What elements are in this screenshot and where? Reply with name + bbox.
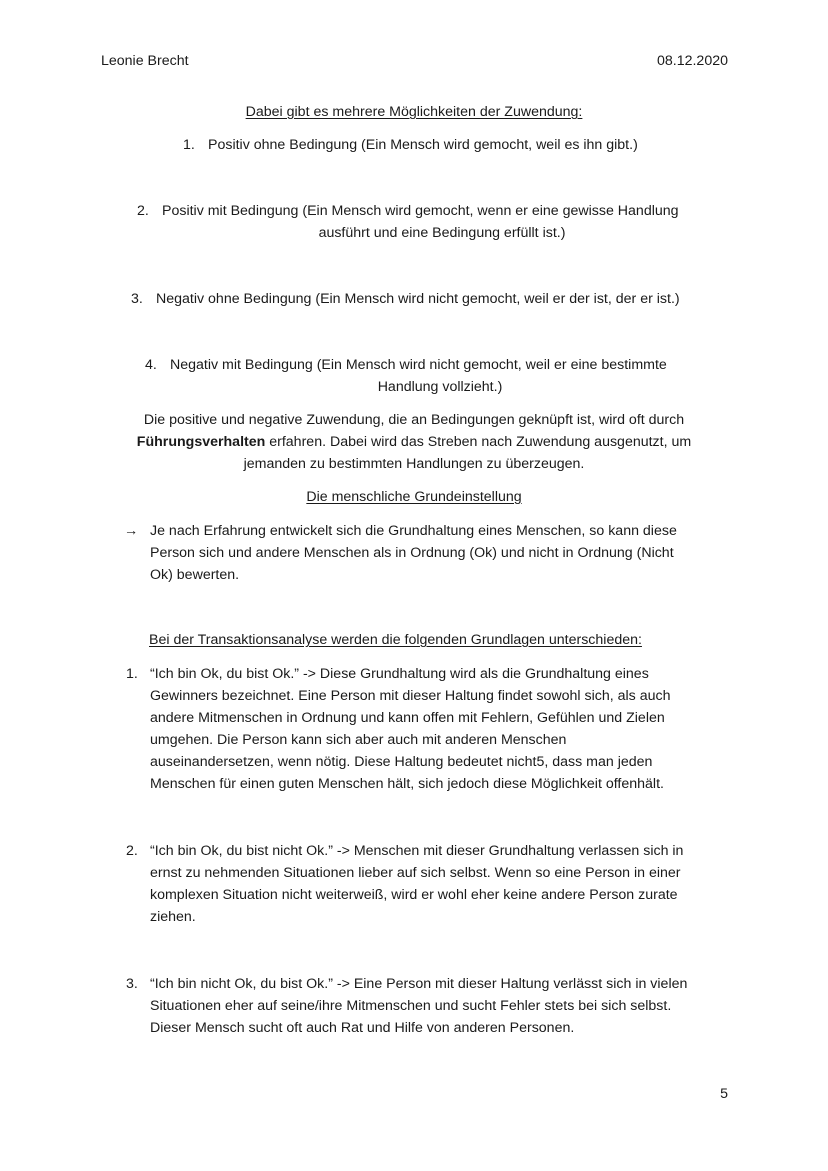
arrow-right-icon: →	[124, 523, 139, 539]
list-item-text: ziehen.	[150, 909, 196, 925]
paragraph-line: Die positive und negative Zuwendung, die an Bedingungen geknüpft ist, wird oft durch	[143, 412, 685, 428]
section-heading-zuwendung: Dabei gibt es mehrere Möglichkeiten der Zuwendung:	[245, 104, 583, 120]
list-number: 1.	[183, 137, 195, 153]
list-item-text: umgehen. Die Person kann sich aber auch mit anderen Menschen	[150, 732, 567, 748]
list-item-text: ausführt und eine Bedingung erfüllt ist.)	[318, 225, 566, 241]
list-item-text: komplexen Situation nicht weiterweiß, wird er wohl eher keine andere Person zurate	[150, 887, 678, 903]
paragraph-line: jemanden zu bestimmten Handlungen zu überzeugen.	[243, 456, 585, 472]
list-item-text: ernst zu nehmenden Situationen lieber auf sich selbst. Wenn so eine Person in einer	[150, 865, 681, 881]
list-number: 3.	[131, 291, 143, 307]
paragraph-line	[0, 431, 828, 453]
list-item-text: Positiv ohne Bedingung (Ein Mensch wird gemocht, weil es ihn gibt.)	[208, 137, 638, 153]
list-item-text: Positiv mit Bedingung (Ein Mensch wird gemocht, wenn er eine gewisse Handlung	[162, 203, 679, 219]
list-item-text: Situationen eher auf seine/ihre Mitmenschen und sucht Fehler stets bei sich selbst.	[150, 998, 672, 1014]
list-item-text: Dieser Mensch sucht oft auch Rat und Hilfe von anderen Personen.	[150, 1020, 575, 1036]
list-item-text: “Ich bin Ok, du bist nicht Ok.” -> Menschen mit dieser Grundhaltung verlassen sich in	[150, 843, 684, 859]
list-item-text: Handlung vollzieht.)	[377, 379, 503, 395]
paragraph-line: Je nach Erfahrung entwickelt sich die Grundhaltung eines Menschen, so kann diese	[150, 523, 677, 539]
list-item-text: auseinandersetzen, wenn nötig. Diese Haltung bedeutet nicht5, dass man jeden	[150, 754, 653, 770]
list-item-text: Gewinners bezeichnet. Eine Person mit dieser Haltung findet sowohl sich, als auch	[150, 688, 671, 704]
paragraph-line: Person sich und andere Menschen als in Ordnung (Ok) und nicht in Ordnung (Nicht	[150, 545, 674, 561]
list-number: 2.	[137, 203, 149, 219]
document-date: 08.12.2020	[656, 53, 728, 69]
list-item-text: Negativ mit Bedingung (Ein Mensch wird nicht gemocht, weil er eine bestimmte	[170, 357, 667, 373]
paragraph-line: Ok) bewerten.	[150, 567, 240, 583]
section-heading-transaktionsanalyse: Bei der Transaktionsanalyse werden die folgenden Grundlagen unterschieden:	[149, 632, 642, 648]
list-item-text: andere Mitmenschen in Ordnung und kann offen mit Fehlern, Gefühlen und Zielen	[150, 710, 665, 726]
list-item-text: “Ich bin Ok, du bist Ok.” -> Diese Grundhaltung wird als die Grundhaltung eines	[150, 666, 649, 682]
page-number: 5	[720, 1086, 728, 1102]
list-item-text: Negativ ohne Bedingung (Ein Mensch wird nicht gemocht, weil er der ist, der er ist.)	[156, 291, 680, 307]
list-number: 1.	[126, 666, 138, 682]
list-number: 2.	[126, 843, 138, 859]
list-number: 4.	[145, 357, 157, 373]
list-item-text: Menschen für einen guten Menschen hält, sich jedoch diese Möglichkeit offenhält.	[150, 776, 664, 792]
section-heading-grundeinstellung: Die menschliche Grundeinstellung	[306, 489, 522, 505]
author-name: Leonie Brecht	[101, 53, 189, 69]
list-number: 3.	[126, 976, 138, 992]
list-item-text: “Ich bin nicht Ok, du bist Ok.” -> Eine Person mit dieser Haltung verlässt sich in vielen	[150, 976, 688, 992]
bold-term: Führungsverhalten	[136, 434, 266, 450]
paragraph-text: erfahren. Dabei wird das Streben nach Zuwendung ausgenutzt, um	[265, 434, 692, 450]
